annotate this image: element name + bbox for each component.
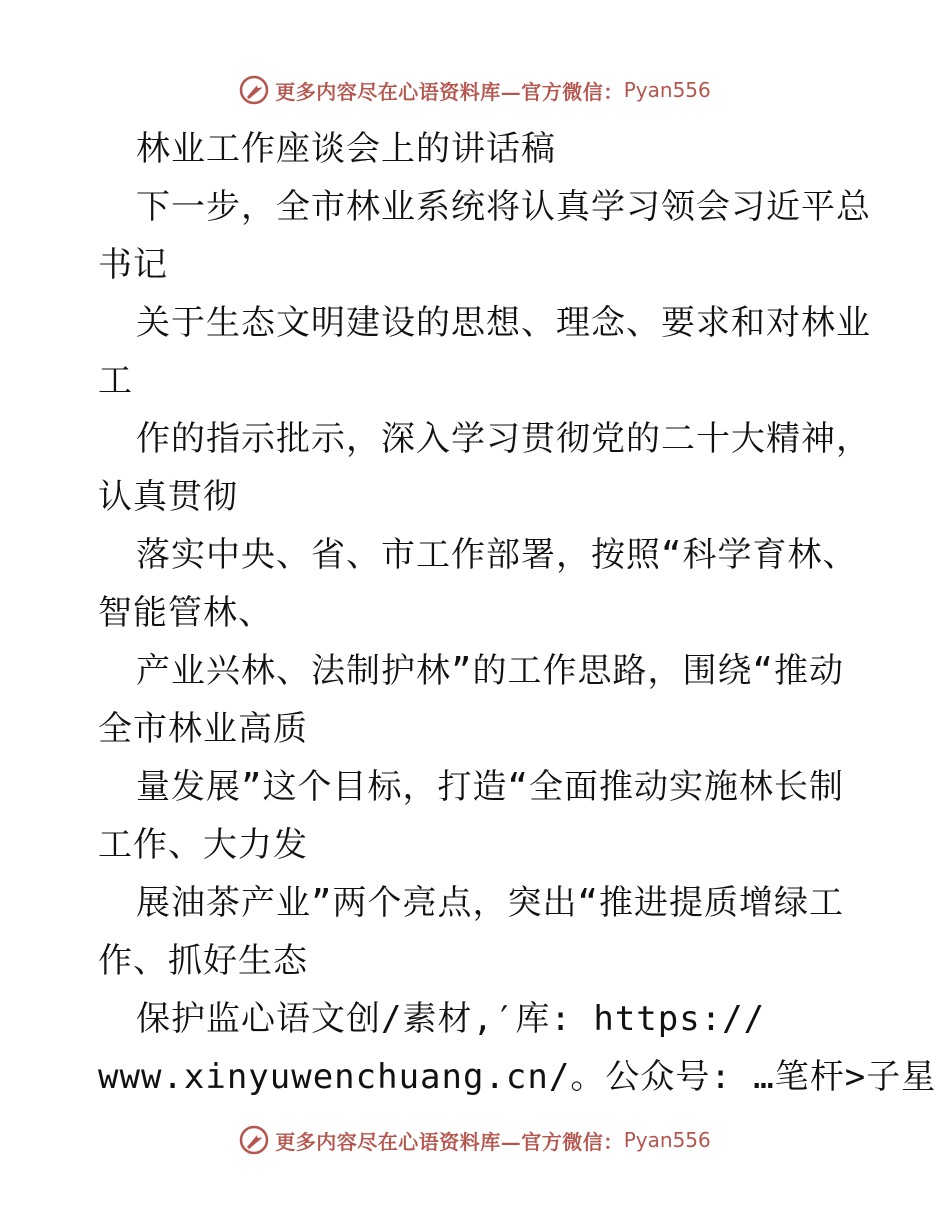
paragraph-line: 产业兴林、法制护林”的工作思路，围绕“推动 [136, 651, 844, 691]
pen-nib-logo-icon [239, 1125, 269, 1155]
header-wechat-id: Pyan556 [623, 78, 711, 102]
paragraph-line: 量发展”这个目标，打造“全面推动实施林长制 [136, 767, 844, 807]
paragraph-line: 工作、大力发 [98, 825, 308, 865]
paragraph-line: 展油茶产业”两个亮点，突出“推进提质增绿工 [136, 883, 844, 923]
paragraph-line: 保护监心语文创/素材,′库: https:// [136, 999, 766, 1039]
paragraph-line: 工 [98, 361, 133, 401]
paragraph-line: www.xinyuwenchuang.cn/。公众号: …笔杆>子星 [98, 1057, 937, 1097]
paragraph-line: 全市林业高质 [98, 709, 308, 749]
footer-watermark-text: 更多内容尽在心语资料库—官方微信： [275, 1129, 624, 1154]
paragraph-line: 智能管林、 [98, 593, 273, 633]
header-watermark-text: 更多内容尽在心语资料库—官方微信： [275, 79, 624, 104]
footer-watermark [0, 1120, 950, 1160]
document-title: 林业工作座谈会上的讲话稿 [136, 129, 556, 169]
paragraph-line: 下一步，全市林业系统将认真学习领会习近平总 [136, 187, 871, 227]
document-body [98, 120, 937, 1106]
header-watermark [0, 70, 950, 110]
paragraph-line: 作的指示批示，深入学习贯彻党的二十大精神， [136, 419, 871, 459]
pen-nib-logo-icon [239, 75, 269, 105]
footer-wechat-id: Pyan556 [623, 1128, 711, 1152]
paragraph-line: 书记 [98, 245, 168, 285]
paragraph-line: 认真贯彻 [98, 477, 238, 517]
paragraph-line: 作、抓好生态 [98, 941, 308, 981]
paragraph-line: 关于生态文明建设的思想、理念、要求和对林业 [136, 303, 871, 343]
paragraph-line: 落实中央、省、市工作部署，按照“科学育林、 [136, 535, 858, 575]
